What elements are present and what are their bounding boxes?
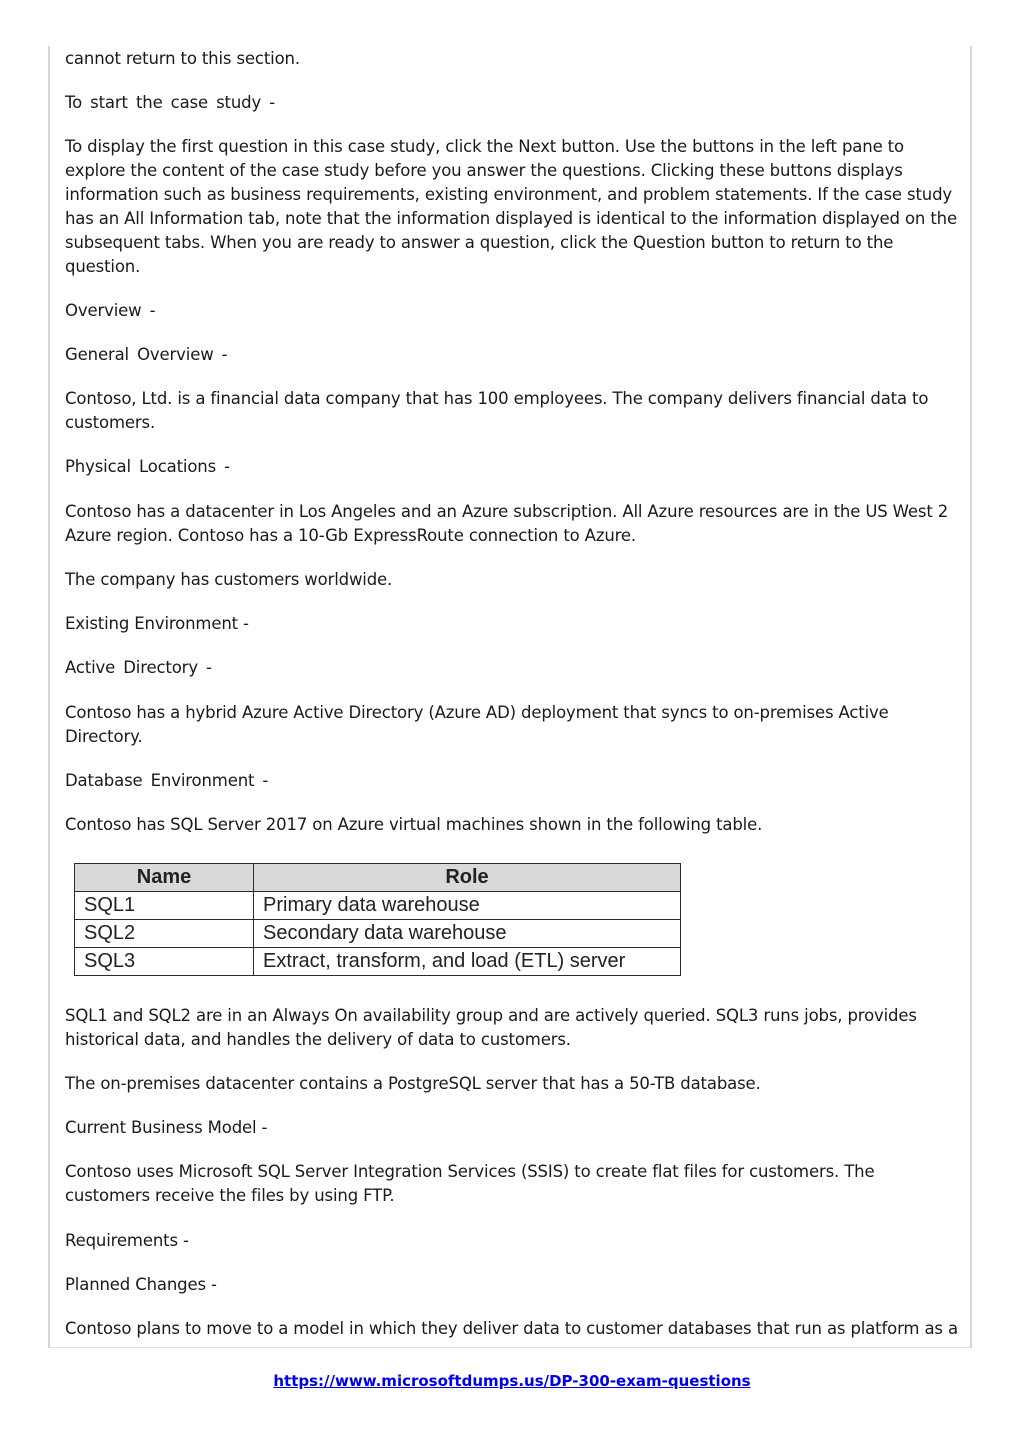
- heading-general-overview: General Overview -: [65, 345, 228, 364]
- paragraph-availability-group: SQL1 and SQL2 are in an Always On availability group and are actively queried. SQL3 runs jobs, provides historical data, and handles the delivery of data to customers.: [65, 1006, 917, 1049]
- heading-existing-environment: Existing Environment -: [65, 614, 249, 633]
- heading-physical-locations: Physical Locations -: [65, 457, 230, 476]
- paragraph-sql-server-vms: Contoso has SQL Server 2017 on Azure virtual machines shown in the following table.: [65, 815, 763, 834]
- heading-database-environment: Database Environment -: [65, 771, 269, 790]
- table-row: [75, 892, 681, 920]
- table-row: [75, 920, 681, 948]
- paragraph-datacenter: Contoso has a datacenter in Los Angeles and an Azure subscription. All Azure resources are in the US West 2 Azure region. Contoso has a 10-Gb ExpressRoute connection to Azure.: [65, 502, 949, 545]
- table-cell-role: Primary data warehouse: [254, 892, 681, 920]
- heading-requirements: Requirements -: [65, 1231, 189, 1250]
- paragraph-ssis: Contoso uses Microsoft SQL Server Integration Services (SSIS) to create flat files for customers. The customers receive the files by using FTP.: [65, 1162, 875, 1205]
- heading-overview: Overview -: [65, 301, 156, 320]
- table-cell-name: SQL1: [75, 892, 254, 920]
- paragraph-hybrid-ad: Contoso has a hybrid Azure Active Directory (Azure AD) deployment that syncs to on-premises Active Directory.: [65, 703, 889, 746]
- paragraph-postgresql: The on-premises datacenter contains a PostgreSQL server that has a 50-TB database.: [65, 1074, 761, 1093]
- heading-planned-changes: Planned Changes -: [65, 1275, 217, 1294]
- sql-servers-table: [74, 863, 681, 976]
- heading-active-directory: Active Directory -: [65, 658, 212, 677]
- column-header-role: Role: [254, 864, 681, 892]
- paragraph-company-overview: Contoso, Ltd. is a financial data company that has 100 employees. The company delivers financial data to customers.: [65, 389, 929, 432]
- column-header-name: Name: [75, 864, 254, 892]
- paragraph-instructions: To display the first question in this case study, click the Next button. Use the buttons in the left pane to explore the content of the case study before you answer the questions. Clicking these buttons displays information such as business requirements, existing environment, and problem statements. If the case study has an All Information tab, note that the information displayed is identical to the information displayed on the subsequent tabs. When you are ready to answer a question, click the Question button to return to the question.: [65, 137, 957, 276]
- paragraph-customers-worldwide: The company has customers worldwide.: [65, 570, 393, 589]
- paragraph-planned-model: Contoso plans to move to a model in which they deliver data to customer databases that run as platform as a: [65, 1319, 958, 1338]
- table-cell-name: SQL2: [75, 920, 254, 948]
- table-row: [75, 948, 681, 976]
- paragraph-cannot-return: cannot return to this section.: [65, 49, 300, 68]
- table-header-row: [75, 864, 681, 892]
- heading-current-business-model: Current Business Model -: [65, 1118, 268, 1137]
- table-cell-role: Secondary data warehouse: [254, 920, 681, 948]
- table-cell-role: Extract, transform, and load (ETL) server: [254, 948, 681, 976]
- table-cell-name: SQL3: [75, 948, 254, 976]
- heading-start-case-study: To start the case study -: [65, 93, 275, 112]
- footer-url-link[interactable]: https://www.microsoftdumps.us/DP-300-exam-questions: [273, 1372, 751, 1390]
